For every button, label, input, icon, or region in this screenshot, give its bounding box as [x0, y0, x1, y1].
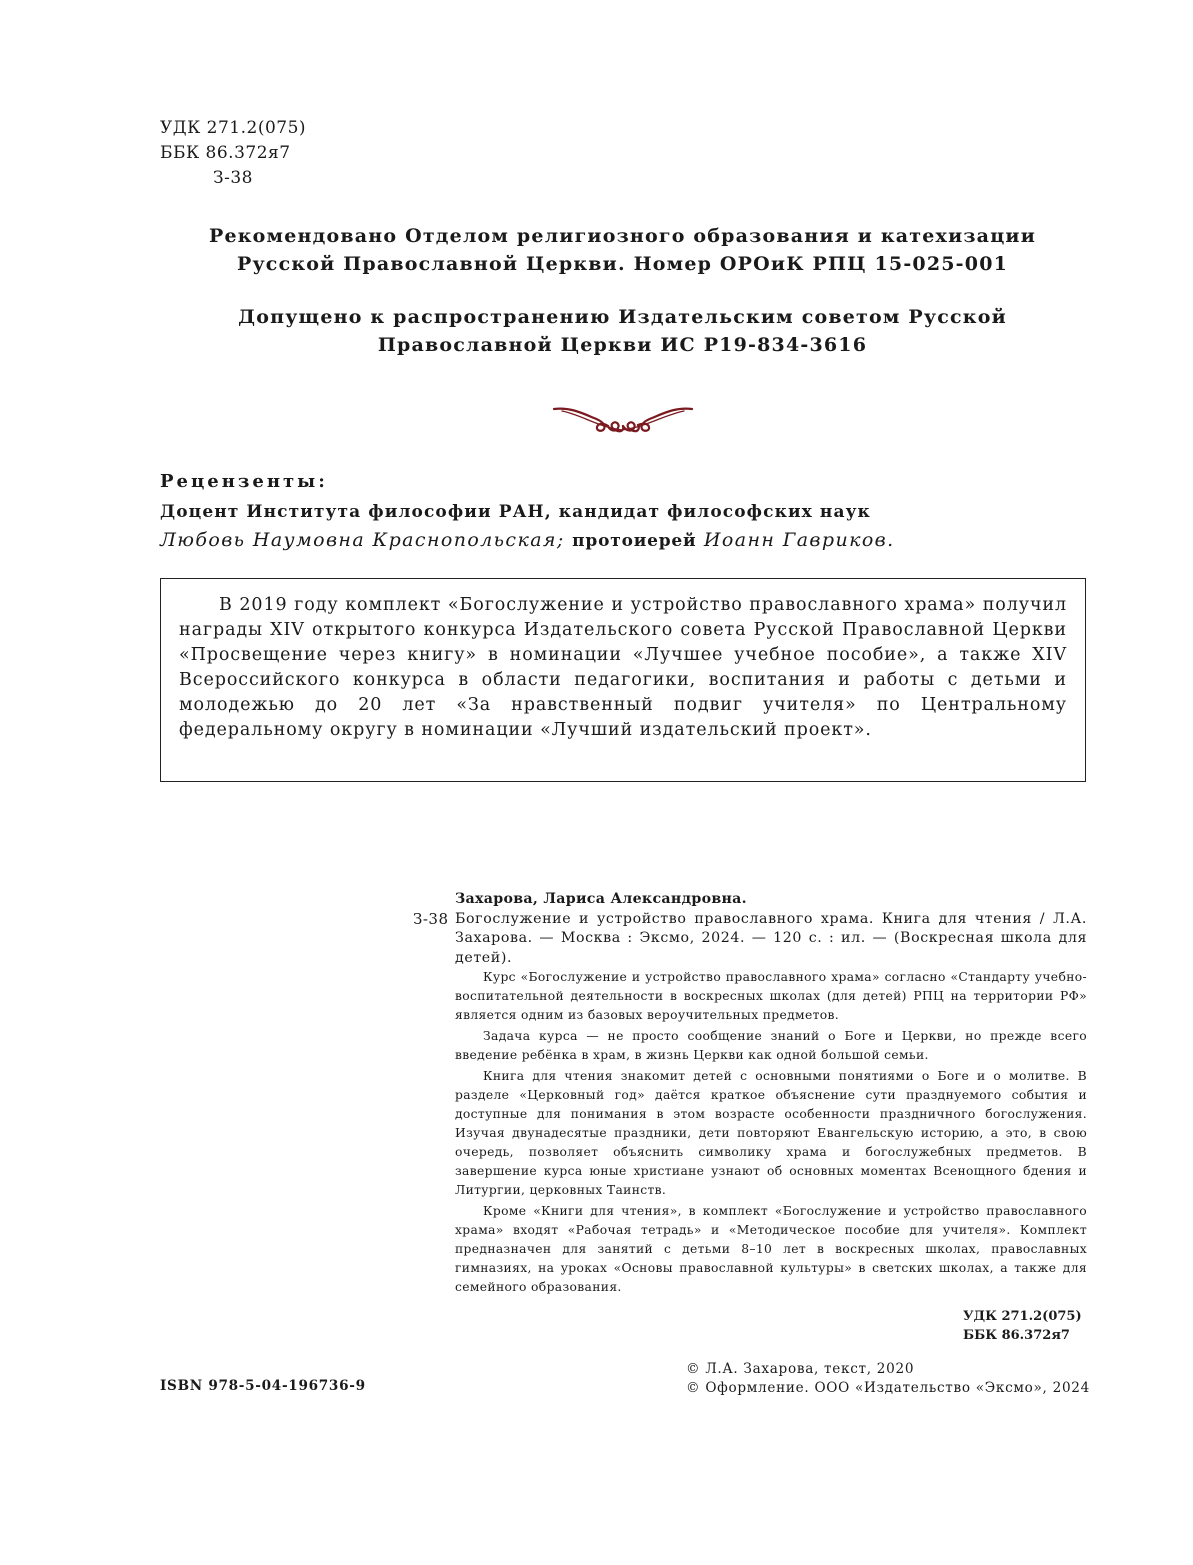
reviewer-1-name: Любовь Наумовна Краснопольская; — [160, 529, 565, 551]
bbk-code: ББК 86.372я7 — [160, 143, 291, 163]
bib-udk: УДК 271.2(075) — [963, 1309, 1082, 1324]
udk-code: УДК 271.2(075) — [160, 118, 307, 138]
bib-annotation: Кроме «Книги для чтения», в комплект «Богослужение и устройство православного храма» входят «Рабочая тетрадь» и «Методическое пособие для учителя». Комплект предназначен для занятий с детьми 8–10 лет в воскресных школах, православных гимназиях, на уроках «Основы православной культуры» в светских школах, а также для семейного образования. — [455, 1204, 1087, 1294]
bib-classification — [455, 1307, 1087, 1345]
reviewer-2-title: протоиерей — [572, 531, 697, 551]
bib-main-entry: Богослужение и устройство православного храма. Книга для чтения / Л.А. Захарова. — Москва : Эксмо, 2024. — 120 с. : ил. — (Воскресная школа для детей). — [455, 910, 1087, 966]
bib-bbk: ББК 86.372я7 — [963, 1328, 1070, 1343]
udk-header — [160, 116, 306, 191]
copyright-design: © Оформление. ООО «Издательство «Эксмо», 2024 — [686, 1380, 1090, 1396]
bib-author: Захарова, Лариса Александровна. — [455, 891, 747, 907]
recommendation-line-1: Рекомендовано Отделом религиозного образования и катехизации — [208, 225, 1037, 247]
reviewer-names — [160, 525, 1090, 556]
recommendation-block — [160, 222, 1085, 278]
ornament-icon — [552, 401, 694, 437]
isbn: ISBN 978-5-04-196736-9 — [160, 1378, 366, 1394]
admission-line-1: Допущено к распространению Издательским советом Русской — [238, 306, 1007, 328]
copyright-text: © Л.А. Захарова, текст, 2020 — [686, 1361, 915, 1377]
bib-author-sign: З-38 — [413, 910, 449, 928]
admission-line-2: Православной Церкви ИС Р19-834-3616 — [377, 334, 868, 356]
reviewers-title: Рецензенты: — [160, 471, 328, 492]
copyright-block — [686, 1360, 1090, 1398]
award-box — [160, 578, 1086, 782]
reviewer-1-position: Доцент Института философии РАН, кандидат философских наук — [160, 502, 871, 522]
reviewers-block — [160, 470, 1090, 556]
bibliographic-record — [455, 890, 1087, 1345]
author-sign-code: З-38 — [213, 168, 253, 188]
bib-annotation: Задача курса — не просто сообщение знаний о Боге и Церкви, но прежде всего введение ребёнка в храм, в жизнь Церкви как одной большой семьи. — [455, 1029, 1087, 1062]
award-text: В 2019 году комплект «Богослужение и устройство православного храма» получил награды XIV открытого конкурса Издательского совета Русской Православной Церкви «Просвещение через книгу» в номинации «Лучшее учебное пособие», а также XIV Всероссийского конкурса в области педагогики, воспитания и работы с детьми и молодежью до 20 лет «За нравственный подвиг учителя» по Центральному федеральному округу в номинации «Лучший издательский проект». — [179, 595, 1067, 740]
admission-block — [160, 303, 1085, 359]
bib-annotation: Курс «Богослужение и устройство православного храма» согласно «Стандарту учебно-воспитательной деятельности в воскресных школах (для детей) РПЦ на территории РФ» является одним из базовых вероучительных предметов. — [455, 970, 1087, 1022]
reviewer-2-name: Иоанн Гавриков. — [703, 529, 895, 551]
recommendation-line-2: Русской Православной Церкви. Номер ОРОиК РПЦ 15-025-001 — [236, 253, 1009, 275]
bib-annotation: Книга для чтения знакомит детей с основными понятиями о Боге и о молитве. В разделе «Церковный год» даётся краткое объяснение сути празднуемого события и доступные для понимания в этом возрасте особенности праздничного богослужения. Изучая двунадесятые праздники, дети повторяют Евангельскую историю, а это, в свою очередь, позволяет объяснить символику храма и богослужебных предметов. В завершение курса юные христиане узнают об основных моментах Всенощного бдения и Литургии, церковных Таинств. — [455, 1069, 1087, 1197]
